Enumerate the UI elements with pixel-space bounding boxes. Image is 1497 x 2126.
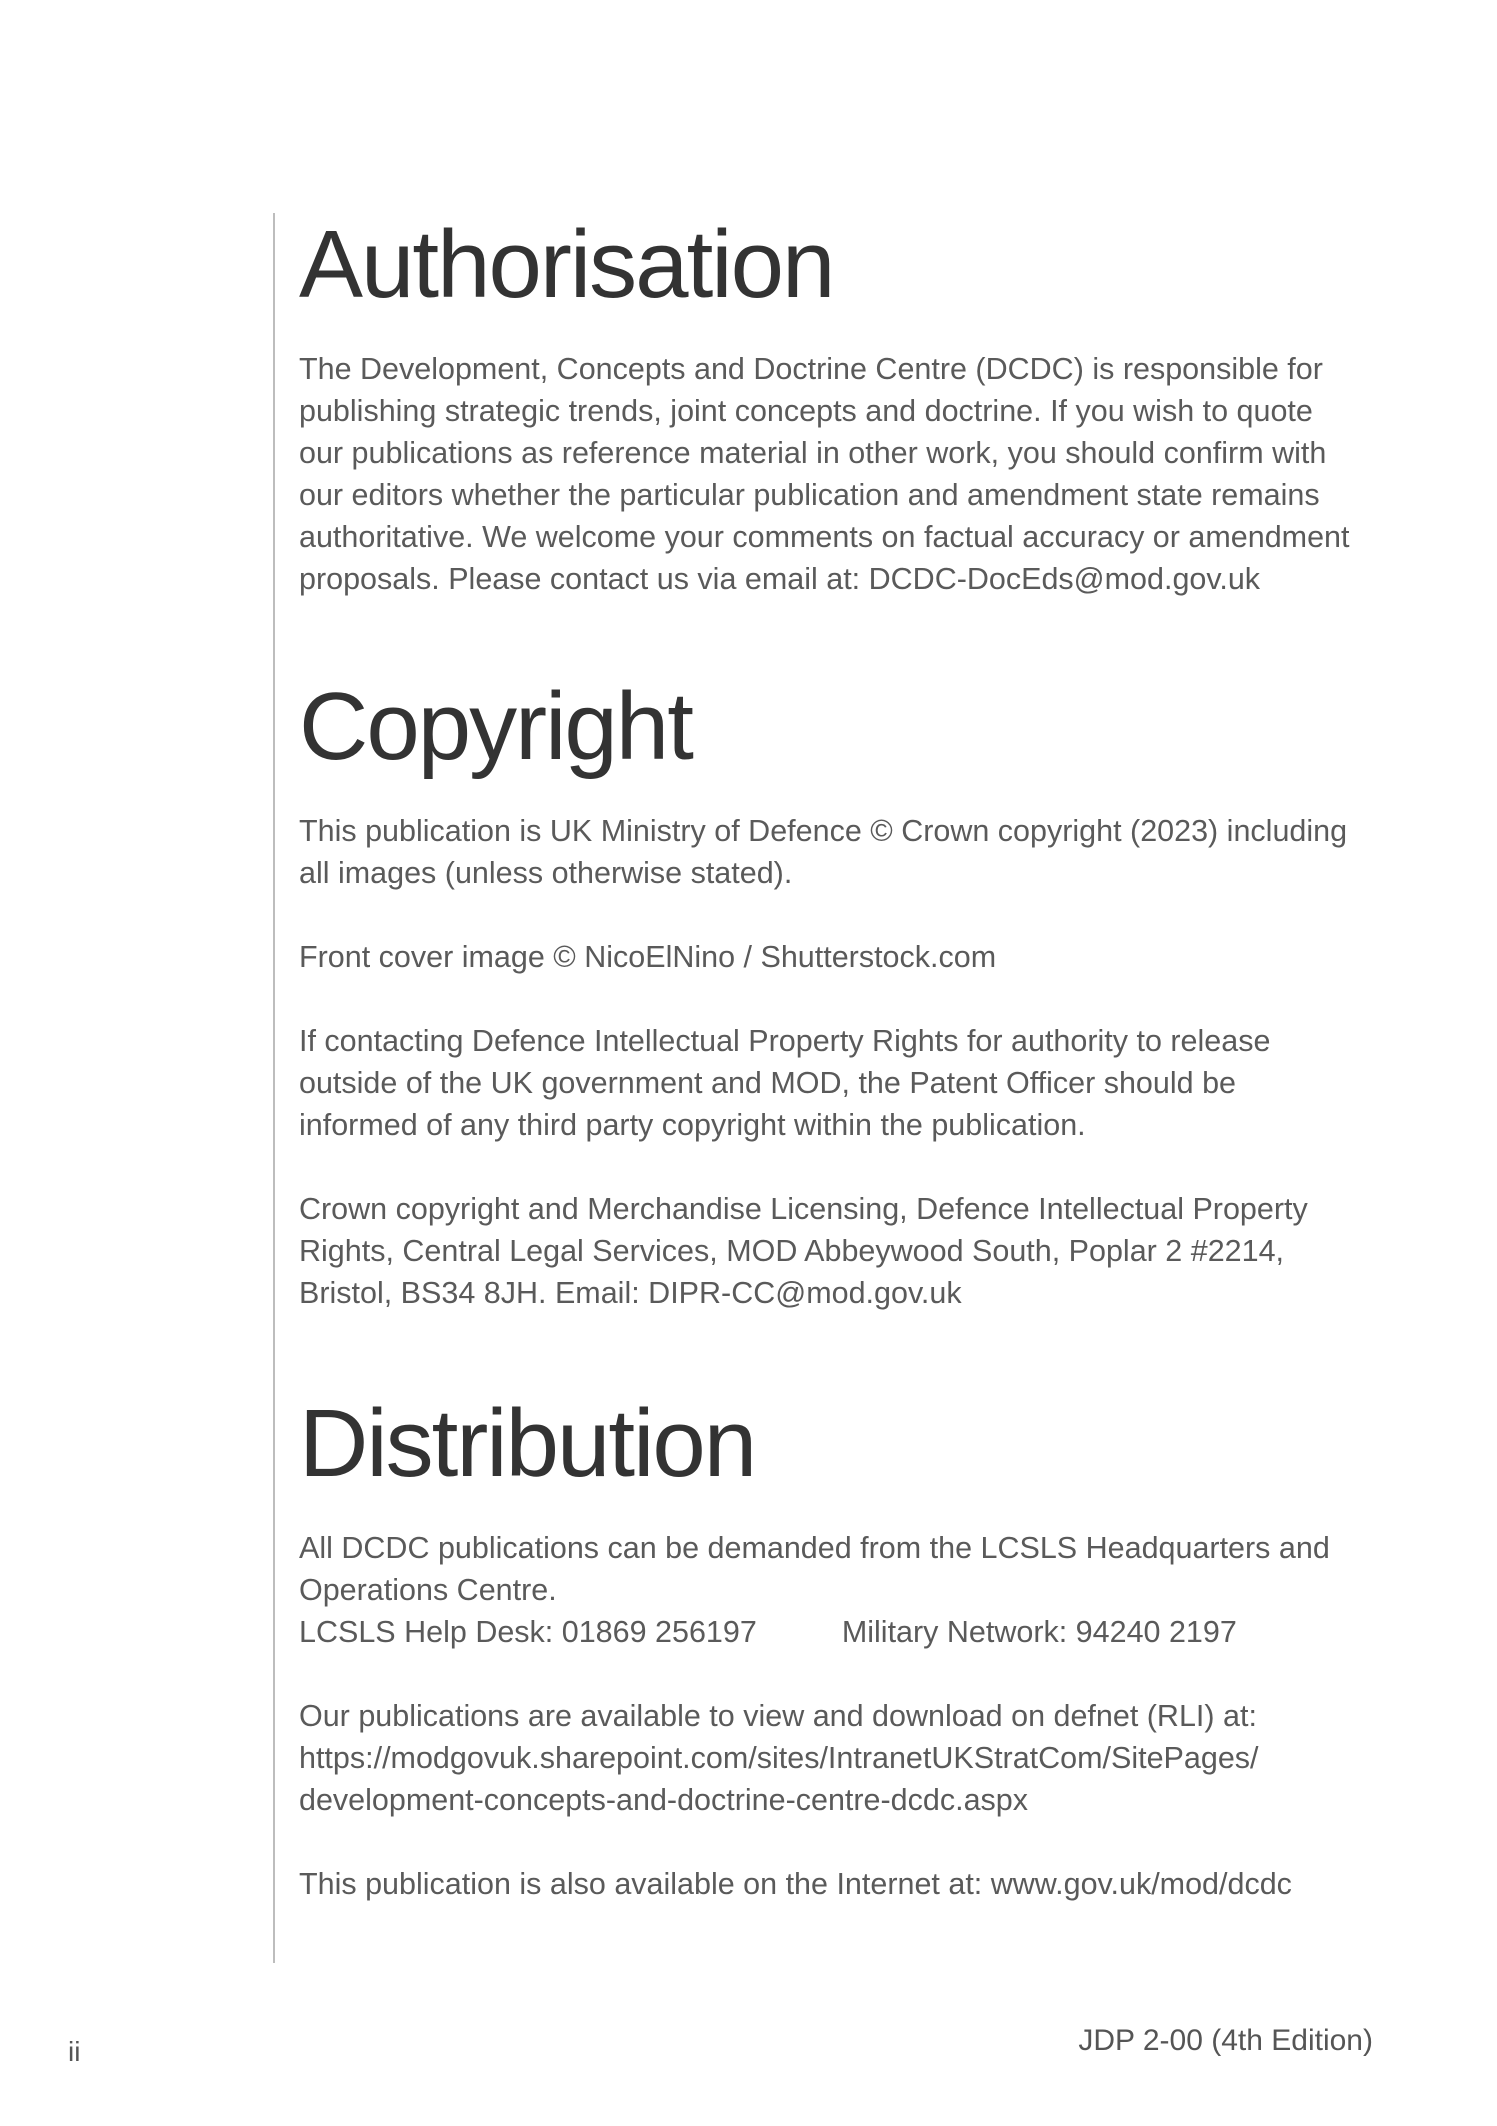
cover-image-credit: Front cover image © NicoElNino / Shutterstock.com: [299, 940, 997, 974]
text-line: Bristol, BS34 8JH. Email: DIPR-CC@mod.gov.uk: [299, 1276, 962, 1310]
distribution-heading: Distribution: [299, 1390, 756, 1497]
helpdesk-number: LCSLS Help Desk: 01869 256197: [299, 1615, 757, 1649]
text-line: The Development, Concepts and Doctrine Centre (DCDC) is responsible for: [299, 352, 1323, 386]
text-line: all images (unless otherwise stated).: [299, 856, 793, 890]
text-line: informed of any third party copyright within the publication.: [299, 1108, 1086, 1142]
internet-availability: This publication is also available on the Internet at: www.gov.uk/mod/dcdc: [299, 1867, 1292, 1901]
page-content: [299, 210, 1409, 1905]
authorisation-paragraph: [299, 348, 1409, 600]
distribution-section: [299, 1389, 1409, 1905]
text-line: Crown copyright and Merchandise Licensing, Defence Intellectual Property: [299, 1192, 1308, 1226]
distribution-paragraph-1: [299, 1527, 1409, 1653]
copyright-contact-paragraph: [299, 1188, 1409, 1314]
military-network-number: Military Network: 94240 2197: [841, 1615, 1237, 1649]
distribution-paragraph-2: [299, 1695, 1409, 1821]
intranet-link[interactable]: https://modgovuk.sharepoint.com/sites/IntranetUKStratCom/SitePages/: [299, 1741, 1259, 1775]
authorisation-section: [299, 210, 1409, 600]
text-line: This publication is UK Ministry of Defence © Crown copyright (2023) including: [299, 814, 1348, 848]
text-line: proposals. Please contact us via email at: DCDC-DocEds@mod.gov.uk: [299, 562, 1261, 596]
text-line: Our publications are available to view and download on defnet (RLI) at:: [299, 1699, 1257, 1733]
document-id: JDP 2-00 (4th Edition): [1078, 2024, 1373, 2057]
text-line: authoritative. We welcome your comments on factual accuracy or amendment: [299, 520, 1350, 554]
copyright-heading: Copyright: [299, 673, 692, 780]
text-line: our editors whether the particular publication and amendment state remains: [299, 478, 1320, 512]
copyright-section: [299, 672, 1409, 1314]
copyright-paragraph-1: [299, 810, 1409, 894]
text-line: publishing strategic trends, joint concepts and doctrine. If you wish to quote: [299, 394, 1313, 428]
left-margin-rule: [273, 213, 275, 1963]
page-number: ii: [68, 2036, 81, 2067]
copyright-paragraph-3: [299, 1020, 1409, 1146]
text-line: Operations Centre.: [299, 1573, 557, 1607]
text-line: All DCDC publications can be demanded from the LCSLS Headquarters and: [299, 1531, 1330, 1565]
text-line: our publications as reference material in other work, you should confirm with: [299, 436, 1327, 470]
intranet-link[interactable]: development-concepts-and-doctrine-centre-dcdc.aspx: [299, 1783, 1028, 1817]
authorisation-heading: Authorisation: [299, 211, 834, 318]
text-line: Rights, Central Legal Services, MOD Abbeywood South, Poplar 2 #2214,: [299, 1234, 1285, 1268]
text-line: outside of the UK government and MOD, the Patent Officer should be: [299, 1066, 1236, 1100]
text-line: If contacting Defence Intellectual Property Rights for authority to release: [299, 1024, 1271, 1058]
